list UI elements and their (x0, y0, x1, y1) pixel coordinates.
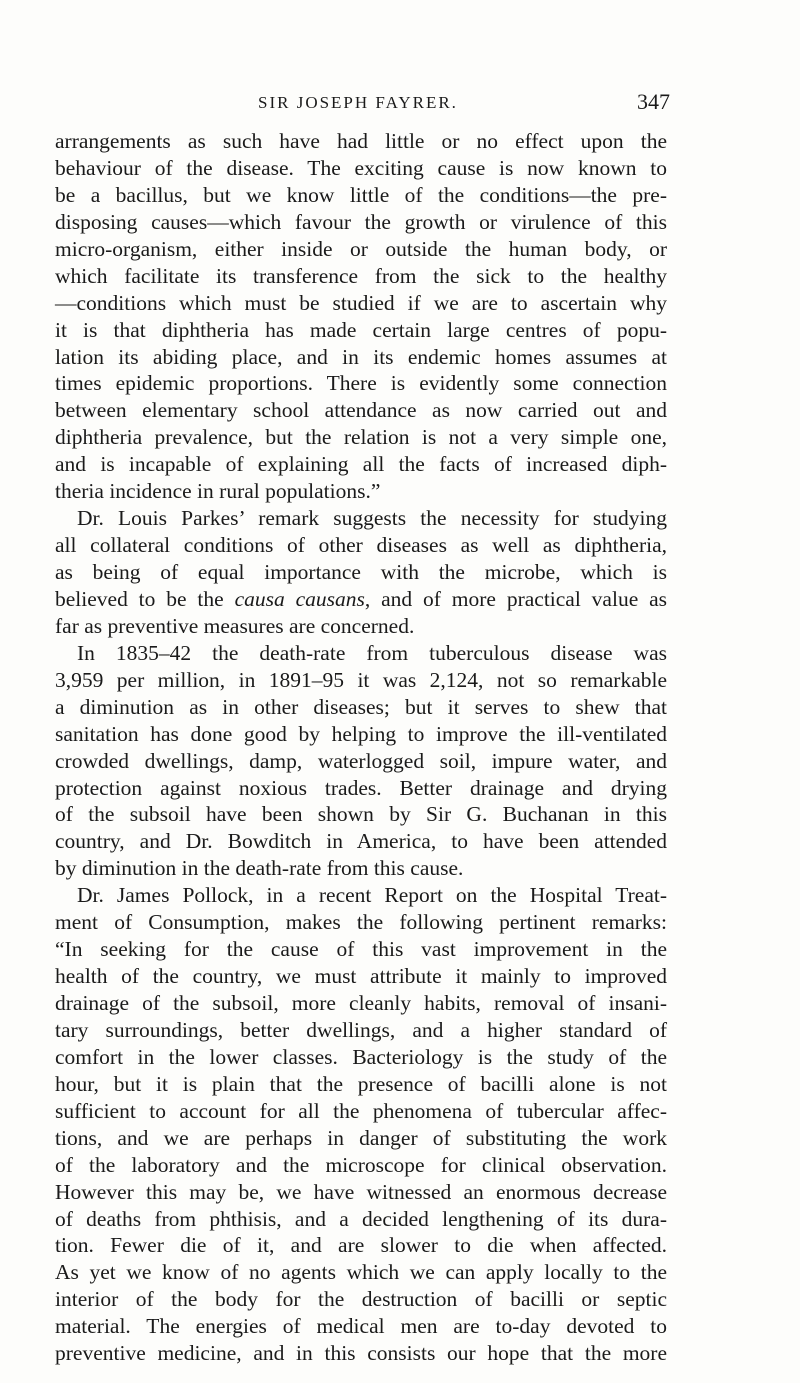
text-line: be a bacillus, but we know little of the conditions—the pre- (55, 182, 667, 207)
text-line: health of the country, we must attribute it mainly to improved (55, 964, 667, 989)
text-line: comfort in the lower classes. Bacteriology is the study of the (55, 1044, 667, 1069)
text-line-with-italic (55, 586, 667, 613)
text-line: hour, but it is plain that the presence of bacilli alone is not (55, 1071, 667, 1096)
italic-phrase: causa causans (234, 586, 365, 611)
text-line: disposing causes—which favour the growth or virulence of this (55, 209, 667, 234)
text-line: diphtheria prevalence, but the relation is not a very simple one, (55, 425, 667, 450)
text-line: tions, and we are perhaps in danger of substituting the work (55, 1125, 667, 1150)
text-line: between elementary school attendance as now carried out and (55, 398, 667, 423)
text-line: by diminution in the death-rate from this cause. (55, 856, 464, 881)
text-line: country, and Dr. Bowditch in America, to have been attended (55, 829, 667, 854)
text-line: material. The energies of medical men are to-day devoted to (55, 1314, 667, 1339)
text-line: crowded dwellings, damp, waterlogged soil, impure water, and (55, 748, 667, 773)
text-line: tion. Fewer die of it, and are slower to die when affected. (55, 1233, 667, 1258)
text-line: protection against noxious trades. Better drainage and drying (55, 775, 667, 800)
text-line: preventive medicine, and in this consists our hope that the more (55, 1341, 667, 1366)
text-line: As yet we know of no agents which we can apply locally to the (55, 1260, 667, 1285)
text-line: of the laboratory and the microscope for clinical observation. (55, 1152, 667, 1177)
text-line: Dr. Louis Parkes’ remark suggests the necessity for studying (77, 506, 667, 531)
text-line: all collateral conditions of other diseases as well as diphtheria, (55, 533, 667, 558)
text-line: behaviour of the disease. The exciting cause is now known to (55, 155, 667, 180)
text-line: times epidemic proportions. There is evidently some connection (55, 371, 667, 396)
text-line: of the subsoil have been shown by Sir G. Buchanan in this (55, 802, 667, 827)
text-line: ment of Consumption, makes the following pertinent remarks: (55, 910, 667, 935)
running-head: SIR JOSEPH FAYRER. (258, 93, 458, 112)
text-line: —conditions which must be studied if we are to ascertain why (55, 290, 667, 315)
text-line: it is that diphtheria has made certain large centres of popu- (55, 317, 667, 342)
text-line: lation its abiding place, and in its endemic homes assumes at (55, 344, 667, 369)
page-number: 347 (637, 89, 670, 114)
text-line: far as preventive measures are concerned. (55, 613, 415, 638)
text-segment: believed to be the (55, 586, 235, 611)
text-line: micro-organism, either inside or outside the human body, or (55, 236, 667, 261)
text-line: interior of the body for the destruction of bacilli or septic (55, 1287, 667, 1312)
text-line: of deaths from phthisis, and a decided lengthening of its dura- (55, 1206, 667, 1231)
text-line: as being of equal importance with the microbe, which is (55, 560, 667, 584)
text-line: and is incapable of explaining all the facts of increased diph- (55, 452, 667, 477)
text-line: Dr. James Pollock, in a recent Report on the Hospital Treat- (77, 883, 667, 908)
text-line: tary surroundings, better dwellings, and a higher standard of (55, 1017, 667, 1042)
text-line: sanitation has done good by helping to improve the ill-ventilated (55, 721, 667, 746)
text-line: sufficient to account for all the phenomena of tubercular affec- (55, 1098, 667, 1123)
text-segment: , and of more practical value as (364, 586, 668, 611)
body-text (55, 128, 667, 1367)
text-line: theria incidence in rural populations.” (55, 479, 381, 504)
text-line: 3,959 per million, in 1891–95 it was 2,124, not so remarkable (55, 667, 667, 692)
text-line: arrangements as such have had little or no effect upon the (55, 129, 667, 153)
text-line: “In seeking for the cause of this vast improvement in the (55, 937, 667, 962)
text-line: However this may be, we have witnessed an enormous decrease (55, 1179, 667, 1204)
text-line: drainage of the subsoil, more cleanly habits, removal of insani- (55, 991, 667, 1015)
text-line: In 1835–42 the death-rate from tuberculous disease was (77, 640, 667, 665)
text-line: a diminution as in other diseases; but it serves to shew that (55, 694, 667, 719)
text-line: which facilitate its transference from the sick to the healthy (55, 263, 667, 288)
